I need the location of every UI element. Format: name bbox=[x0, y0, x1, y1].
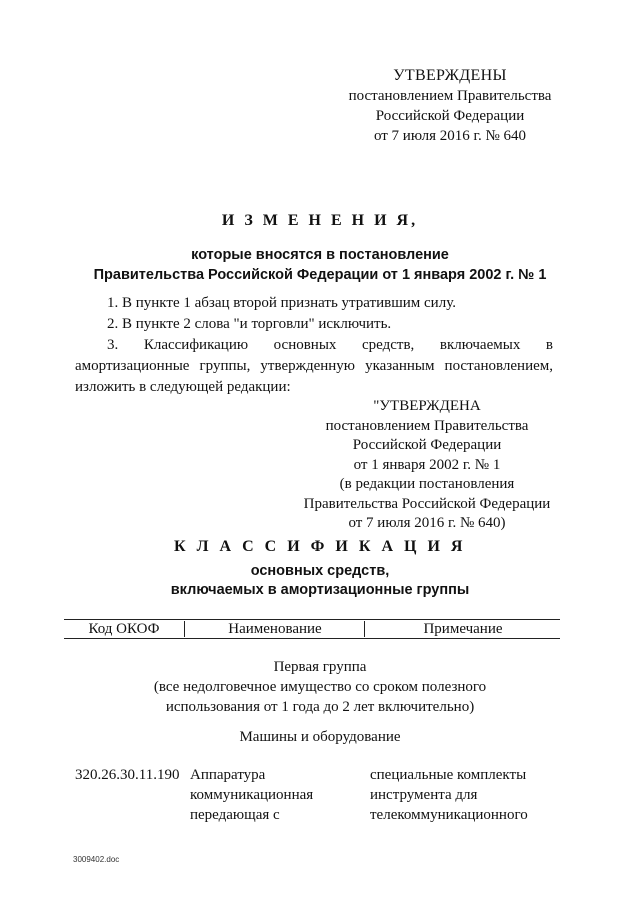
note-line: специальные комплекты bbox=[370, 767, 527, 783]
group-heading bbox=[0, 657, 640, 717]
list-item: 1. В пункте 1 абзац второй признать утратившим силу. bbox=[107, 295, 456, 311]
group-description: (все недолговечное имущество со сроком полезного bbox=[153, 679, 487, 695]
changes-subtitle-line: Правительства Российской Федерации от 1 января 2002 г. № 1 bbox=[93, 267, 547, 283]
name-line: передающая с bbox=[190, 807, 280, 823]
changes-subtitle-line: которые вносятся в постановление bbox=[191, 247, 449, 263]
list-item: 3. Классификацию основных средств, включаемых в амортизационные группы, утвержденную указанным постановлением, изложить в следующей редакции: bbox=[75, 337, 553, 395]
note-line: телекоммуникационного bbox=[370, 807, 528, 823]
column-header-name: Наименование bbox=[184, 621, 365, 637]
list-item: 2. В пункте 2 слова "и торговли" исключить. bbox=[107, 316, 392, 332]
approval-line: от 1 января 2002 г. № 1 bbox=[353, 456, 501, 473]
approval-line: Российской Федерации bbox=[352, 437, 502, 453]
classification-subtitle bbox=[0, 562, 640, 600]
changes-subtitle bbox=[0, 245, 640, 285]
group-title: Первая группа bbox=[273, 659, 367, 675]
changes-list bbox=[75, 293, 553, 398]
table-rule bbox=[64, 619, 560, 620]
column-header-code: Код ОКОФ bbox=[88, 621, 160, 637]
name-line: Аппаратура bbox=[190, 767, 266, 783]
column-header-note: Примечание bbox=[364, 621, 561, 637]
changes-title: И З М Е Н Е Н И Я, bbox=[221, 212, 419, 229]
approval-title: "УТВЕРЖДЕНА bbox=[373, 398, 481, 414]
approval-line: постановлением Правительства bbox=[348, 88, 552, 104]
classification-title: К Л А С С И Ф И К А Ц И Я bbox=[174, 538, 466, 555]
table-cell-name bbox=[190, 765, 350, 825]
file-name-footer: 3009402.doc bbox=[73, 855, 120, 864]
note-line: инструмента для bbox=[370, 787, 478, 803]
approval-line: постановлением Правительства bbox=[325, 417, 529, 434]
table-header bbox=[64, 619, 560, 639]
name-line: коммуникационная bbox=[190, 787, 314, 803]
subgroup-title: Машины и оборудование bbox=[239, 729, 401, 745]
approval-line: Правительства Российской Федерации bbox=[303, 495, 551, 512]
approval-line: Российской Федерации bbox=[375, 108, 525, 124]
classification-subtitle-line: основных средств, bbox=[250, 563, 390, 579]
approval-title: УТВЕРЖДЕНЫ bbox=[393, 67, 507, 84]
approval-line: от 7 июля 2016 г. № 640 bbox=[373, 128, 527, 144]
group-description: использования от 1 года до 2 лет включительно) bbox=[165, 699, 475, 715]
approval-stamp-2 bbox=[292, 397, 562, 534]
approval-line: (в редакции постановления bbox=[339, 476, 515, 492]
classification-subtitle-line: включаемых в амортизационные группы bbox=[170, 582, 470, 598]
table-cell-note bbox=[370, 765, 550, 825]
approval-line: от 7 июля 2016 г. № 640) bbox=[348, 515, 506, 531]
table-rule bbox=[64, 638, 560, 639]
table-cell-code: 320.26.30.11.190 bbox=[75, 767, 180, 783]
approval-stamp bbox=[330, 66, 570, 146]
